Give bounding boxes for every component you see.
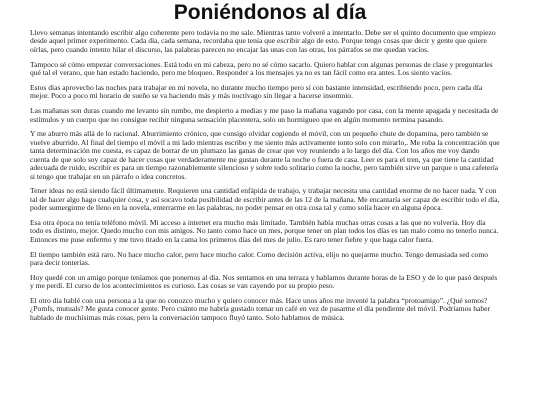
paragraph: Hoy quedé con un amigo porque teníamos que ponernos al día. Nos sentamos en una terraza y hablamos durante horas de la ESO y de lo que pasó después y me perdí. El curso de los acontecimientos es curioso. Las cosas se van cayendo por su propio peso. xyxy=(30,272,498,291)
paragraph: Tener ideas no está siendo fácil últimamente. Requieren una cantidad enfápida de trabajo, y trabajar necesita una cantidad enorme de no hacer nada. Y con tal de hacer algo hago cualquier cosa, y así socavo toda posibilidad de escribir antes de las 12 de la mañana. Me encantaría ser capaz de escribir todo el día, poder sumergirme de lleno en la novela, enterrarme en las palabras, no poder pensar en otra cosa tal y como solía hacer en alguna época. xyxy=(30,186,500,213)
paragraph: Estos días aprovecho las noches para trabajar en mi novela, no durante mucho tiempo pero sí con bastante intensidad, escribiendo poco, pero cada día mejor. Poco a poco mi horario de sueño se va haciendo más y más noctívago sin llegar a hacerse insomnio. xyxy=(30,82,483,101)
paragraph: El tiempo también está raro. No hace mucho calor, pero hace mucho calor. Como decisión activa, elijo no quejarme mucho. Tengo demasiada sed como para decir tonterías. xyxy=(30,249,488,268)
paragraph: Llevo semanas intentando escribir algo coherente pero todavía no me sale. Mientras tanto volveré a intentarlo. Debe ser el quinto documento que empiezo desde aquel primer experimento. Cada día, cada semana, recordaba que tenía que escribir algo de esto. Porque tengo cosas que decir y gente que quiere oírlas, pero cuando intento hilar el discurso, las palabras parecen no encajar las unas con las otras, los párrafos se me quedan vacíos. xyxy=(30,28,496,54)
paragraph: Tampoco sé cómo empezar conversaciones. Está todo en mi cabeza, pero no sé cómo sacarlo. Quiero hablar con algunas personas de clase y preguntarles qué tal el verano, que han estado haciendo, pero me bloqueo. Responder a los mensajes ya no es tan fácil como era antes. Los siento vacíos. xyxy=(30,59,493,78)
paragraph: El otro día hablé con una persona a la que no conozco mucho y quiero conocer más. Hace unos años me inventé la palabra “protoamigo”. ¿Qué somos? ¿Pomfs, mutuals? Me gusta conocer gente. Pero cuánto me habría gustado tomar un café en vez de pasarme el día pendiente del móvil. Podríamos haber hablado de muchísimas más cosas, pero la conversación tampoco fluyó tanto. Solo hablamos de música. xyxy=(30,296,490,322)
paragraph: Y me aburro más allá de lo racional. Aburrimiento crónico, que consigo olvidar cogiendo el móvil, con un pequeño chute de dopamina, pero también se vuelve aburrido. Al final del tiempo el móvil a mi lado mientras escribo y me siento más activamente tonto solo con mirarlo,. Me roba la concentración que tanta determinación me cuesta, es capaz de borrar de un plumazo las ganas de crear que voy reuniendo a lo largo del día. Con los años me voy dando cuenta de que solo soy capaz de hacer cosas que verdaderamente me gustan durante la noche o fuera de casa. Leer es para el tren, ya que tiene la cantidad adecuada de ruido, escribir es para un tiempo razonablemente silencioso y sobre todo solitario como la noche, pero también sirve un parque o una cafetería si tengo que trabajar en un párrafo o idea concretos. xyxy=(30,129,500,181)
paragraph: Las mañanas son duras cuando me levanto sin rumbo, me despierto a medias y me paso la mañana vagando por casa, con la mente apagada y necesitada de estímulos y un cuerpo que no consigue recibir ninguna sensación placentera, solo un hormigueo que en algún momento termina pasando. xyxy=(30,106,499,124)
paragraph: Esa otra época no tenía teléfono móvil. Mi acceso a internet era mucho más limitado. También había muchas otras cosas a las que no volvería. Hoy día todo es distinto, mejor. Quedo mucho con mis amigos. No tanto como hace un mes, porque tener un plan todos los días es tan malo como no tenerlo nunca. Entonces me puse enfermo y me tuvo tirado en la cama los primeros días del mes de julio. Es raro tener fiebre y que haga calor fuera. xyxy=(30,217,499,244)
article-body xyxy=(30,29,500,322)
page-title: Poniéndonos al día xyxy=(173,1,367,24)
